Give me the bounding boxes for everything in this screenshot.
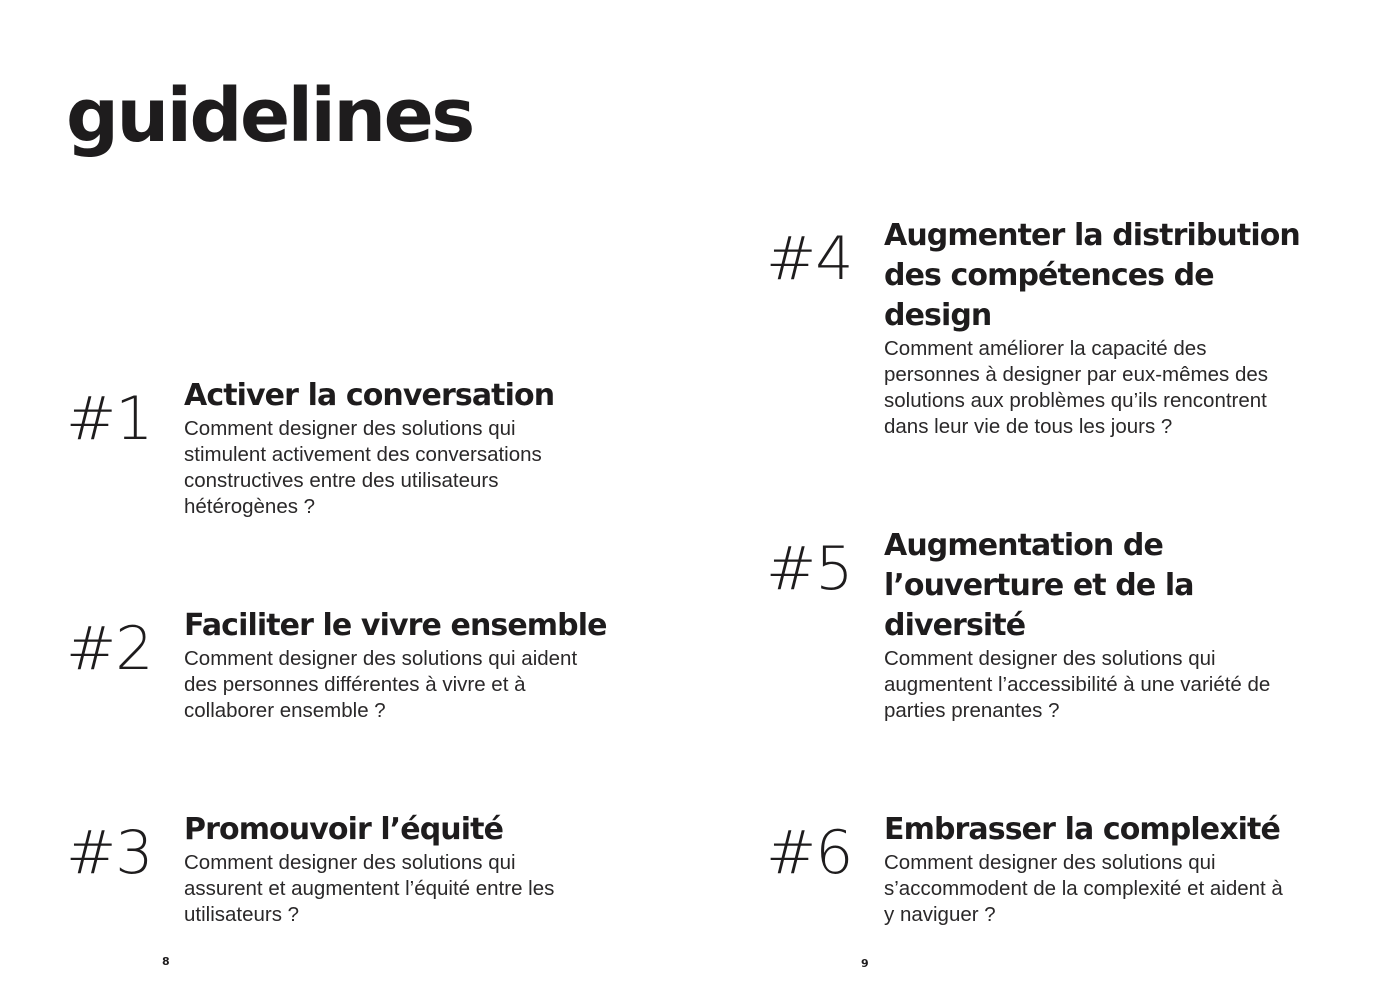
guideline-text (884, 810, 1283, 928)
guideline-1 (66, 376, 686, 526)
page-title: guidelines (66, 73, 473, 159)
guideline-number: #4 (766, 224, 853, 294)
guideline-text (184, 376, 554, 520)
guideline-number: #5 (766, 534, 853, 604)
guideline-3 (66, 810, 686, 930)
guideline-heading: Faciliter le vivre ensemble (184, 608, 607, 643)
guideline-number: #1 (66, 384, 153, 454)
guideline-heading: Activer la conversation (184, 378, 555, 413)
guideline-2 (66, 606, 686, 726)
page-number-left: 8 (162, 955, 170, 968)
guideline-text (884, 216, 1300, 440)
guideline-description: Comment designer des solutions qui assurent et augmentent l’équité entre les utilisateurs ? (184, 851, 555, 926)
guideline-description: Comment designer des solutions qui s’accommodent de la complexité et aident à y naviguer ? (884, 851, 1283, 926)
guideline-heading: Augmentation de l’ouverture et de la diversité (884, 528, 1194, 643)
guideline-heading: Embrasser la complexité (884, 812, 1280, 847)
page-number-right: 9 (861, 957, 869, 970)
guideline-description: Comment designer des solutions qui augmentent l’accessibilité à une variété de parties prenantes ? (884, 647, 1271, 722)
guideline-text (184, 606, 607, 724)
guideline-number: #2 (66, 614, 153, 684)
guideline-4 (766, 216, 1376, 446)
guideline-6 (766, 810, 1376, 930)
guideline-number: #3 (66, 818, 153, 888)
guideline-heading: Promouvoir l’équité (184, 812, 504, 847)
guideline-description: Comment designer des solutions qui stimulent activement des conversations constructives entre des utilisateurs hétérogènes ? (184, 417, 542, 518)
guideline-heading: Augmenter la distribution des compétences de design (884, 218, 1300, 333)
guideline-text (184, 810, 554, 928)
guideline-description: Comment améliorer la capacité des personnes à designer par eux-mêmes des solutions aux problèmes qu’ils rencontrent dans leur vie de tous les jours ? (884, 337, 1269, 438)
guideline-description: Comment designer des solutions qui aident des personnes différentes à vivre et à collaborer ensemble ? (184, 647, 578, 722)
guideline-text (884, 526, 1270, 724)
guideline-5 (766, 526, 1376, 726)
guideline-number: #6 (766, 818, 853, 888)
